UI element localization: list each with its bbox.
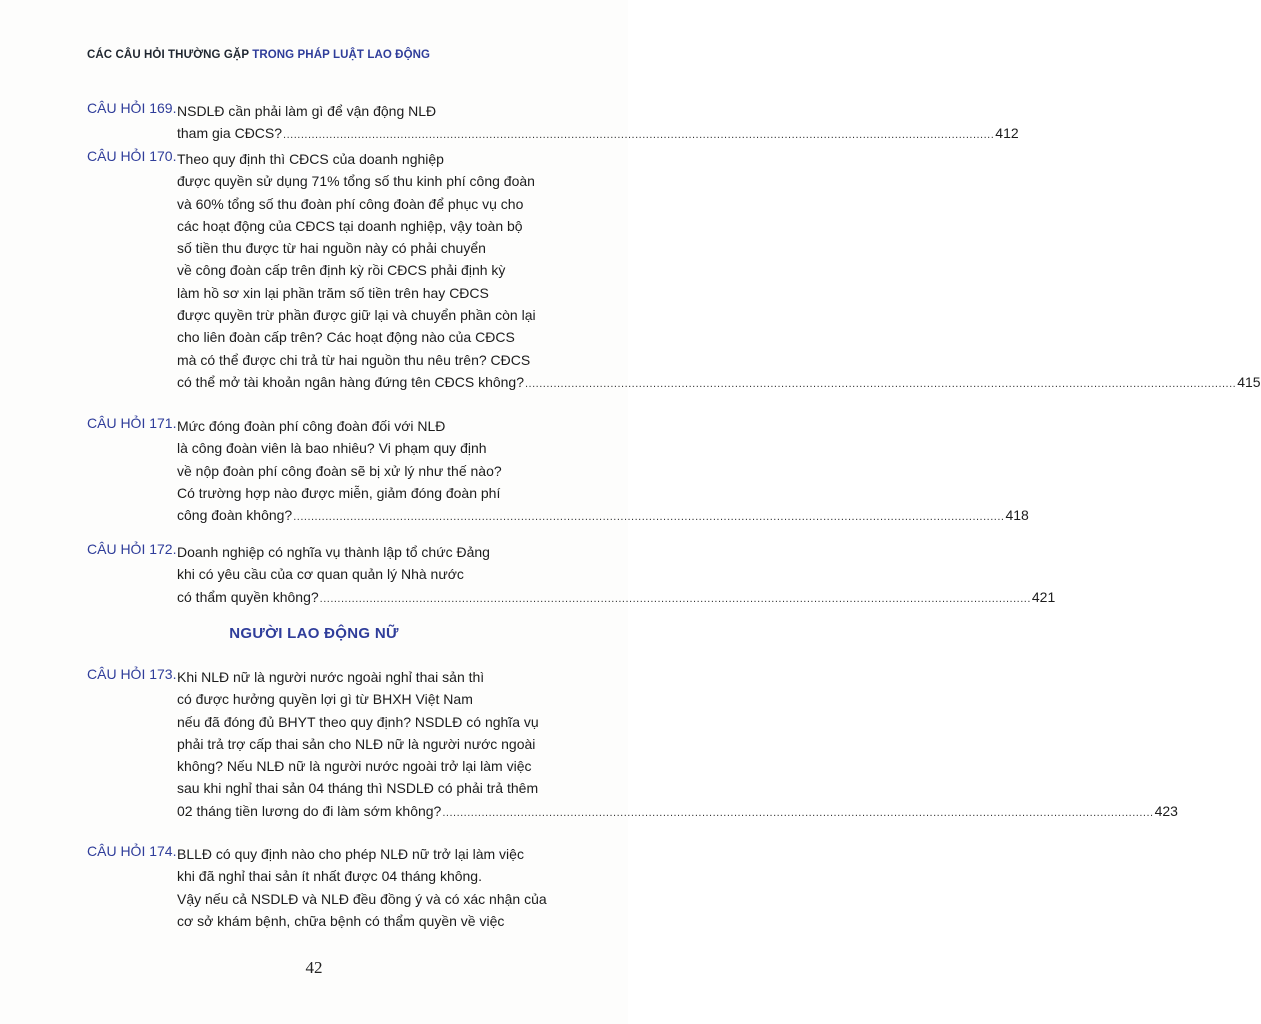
question-text-line: cơ sở khám bệnh, chữa bệnh có thẩm quyền về việc	[177, 912, 505, 929]
toc-page-number[interactable]: 418	[1005, 507, 1029, 524]
question-text-line: số tiền thu được từ hai nguồn này có phải chuyển	[177, 240, 486, 257]
question-text-line: có thể mở tài khoản ngân hàng đứng tên CĐCS không?	[177, 373, 524, 390]
question-text	[177, 843, 587, 932]
question-text	[177, 541, 1056, 608]
question-text-line: công đoàn không?	[177, 507, 293, 524]
dot-leader: ........................................................................................................................................................................................................	[293, 511, 1005, 524]
header-part-2: TRONG PHÁP LUẬT LAO ĐỘNG	[252, 49, 431, 61]
question-text-line: được quyền sử dụng 71% tổng số thu kinh phí công đoàn	[177, 173, 535, 190]
question-text-line: làm hồ sơ xin lại phần trăm số tiền trên hay CĐCS	[177, 284, 489, 301]
question-last-line	[177, 504, 1029, 526]
question-text-line: có thẩm quyền không?	[177, 588, 319, 605]
question-text-line: tham gia CĐCS?	[177, 125, 283, 142]
question-text-line: sau khi nghỉ thai sản 04 tháng thì NSDLĐ có phải trả thêm	[177, 780, 539, 797]
question-label: CÂU HỎI 173.	[87, 666, 177, 682]
header-part-1: CÁC CÂU HỎI THƯỜNG GẶP	[87, 49, 249, 61]
question-text-line: cho liên đoàn cấp trên? Các hoạt động nào của CĐCS	[177, 329, 515, 346]
dot-leader: ........................................................................................................................................................................................................	[442, 806, 1154, 819]
question-text-line: về công đoàn cấp trên định kỳ rồi CĐCS phải định kỳ	[177, 262, 506, 279]
question-text	[177, 100, 1019, 145]
dot-leader: ........................................................................................................................................................................................................	[319, 592, 1031, 605]
page-number: 42	[305, 958, 323, 977]
toc-page-number[interactable]: 415	[1237, 373, 1261, 390]
question-last-line	[177, 586, 1056, 608]
question-text-line: BLLĐ có quy định nào cho phép NLĐ nữ trở lại làm việc	[177, 846, 524, 862]
question-text-line: Có trường hợp nào được miễn, giảm đóng đoàn phí	[177, 484, 501, 501]
question-text-line: được quyền trừ phần được giữ lại và chuyển phần còn lại	[177, 307, 536, 324]
question-text-line: và 60% tổng số thu đoàn phí công đoàn để phục vụ cho	[177, 195, 524, 212]
question-text-line: có được hưởng quyền lợi gì từ BHXH Việt Nam	[177, 691, 473, 708]
question-text-line: là công đoàn viên là bao nhiêu? Vi phạm quy định	[177, 440, 487, 457]
question-text-line: Mức đóng đoàn phí công đoàn đối với NLĐ	[177, 418, 446, 434]
question-text-line: NSDLĐ cần phải làm gì để vận động NLĐ	[177, 103, 437, 119]
question-last-line	[177, 800, 1178, 822]
toc-page-number[interactable]: 421	[1031, 588, 1056, 605]
question-label: CÂU HỎI 172.	[87, 541, 177, 557]
dot-leader: ........................................................................................................................................................................................................	[283, 129, 995, 142]
question-text-line: mà có thể được chi trả từ hai nguồn thu nêu trên? CĐCS	[177, 351, 531, 368]
question-label: CÂU HỎI 169.	[87, 100, 177, 116]
question-text	[177, 666, 1178, 822]
question-text-line: không? Nếu NLĐ nữ là người nước ngoài trở lại làm việc	[177, 758, 532, 775]
toc-page-number[interactable]: 423	[1154, 802, 1178, 819]
toc-page-number[interactable]: 412	[995, 125, 1019, 142]
question-text	[177, 148, 1261, 393]
question-text-line: khi đã nghỉ thai sản ít nhất được 04 tháng không.	[177, 868, 482, 885]
question-text-line: Khi NLĐ nữ là người nước ngoài nghỉ thai sản thì	[177, 669, 485, 685]
question-last-line	[177, 371, 1261, 393]
running-header	[87, 49, 430, 61]
question-text-line: 02 tháng tiền lương do đi làm sớm không?	[177, 802, 442, 819]
question-text-line: phải trả trợ cấp thai sản cho NLĐ nữ là người nước ngoài	[177, 735, 536, 752]
question-text-line: các hoạt động của CĐCS tại doanh nghiệp, vậy toàn bộ	[177, 217, 523, 234]
question-text-line: Doanh nghiệp có nghĩa vụ thành lập tổ chức Đảng	[177, 544, 490, 560]
question-text	[177, 415, 1029, 526]
question-label: CÂU HỎI 170.	[87, 148, 177, 164]
question-text-line: Theo quy định thì CĐCS của doanh nghiệp	[177, 151, 444, 167]
section-title: NGƯỜI LAO ĐỘNG NỮ	[229, 625, 399, 642]
dot-leader: ........................................................................................................................................................................................................	[525, 377, 1237, 390]
question-text-line: Vậy nếu cả NSDLĐ và NLĐ đều đồng ý và có xác nhận của	[177, 890, 547, 907]
question-text-line: về nộp đoàn phí công đoàn sẽ bị xử lý như thế nào?	[177, 462, 502, 479]
question-text-line: khi có yêu cầu của cơ quan quản lý Nhà nước	[177, 566, 464, 583]
question-label: CÂU HỎI 174.	[87, 843, 177, 859]
question-text-line: nếu đã đóng đủ BHYT theo quy định? NSDLĐ có nghĩa vụ	[177, 713, 539, 730]
question-label: CÂU HỎI 171.	[87, 415, 177, 431]
question-last-line	[177, 122, 1019, 144]
